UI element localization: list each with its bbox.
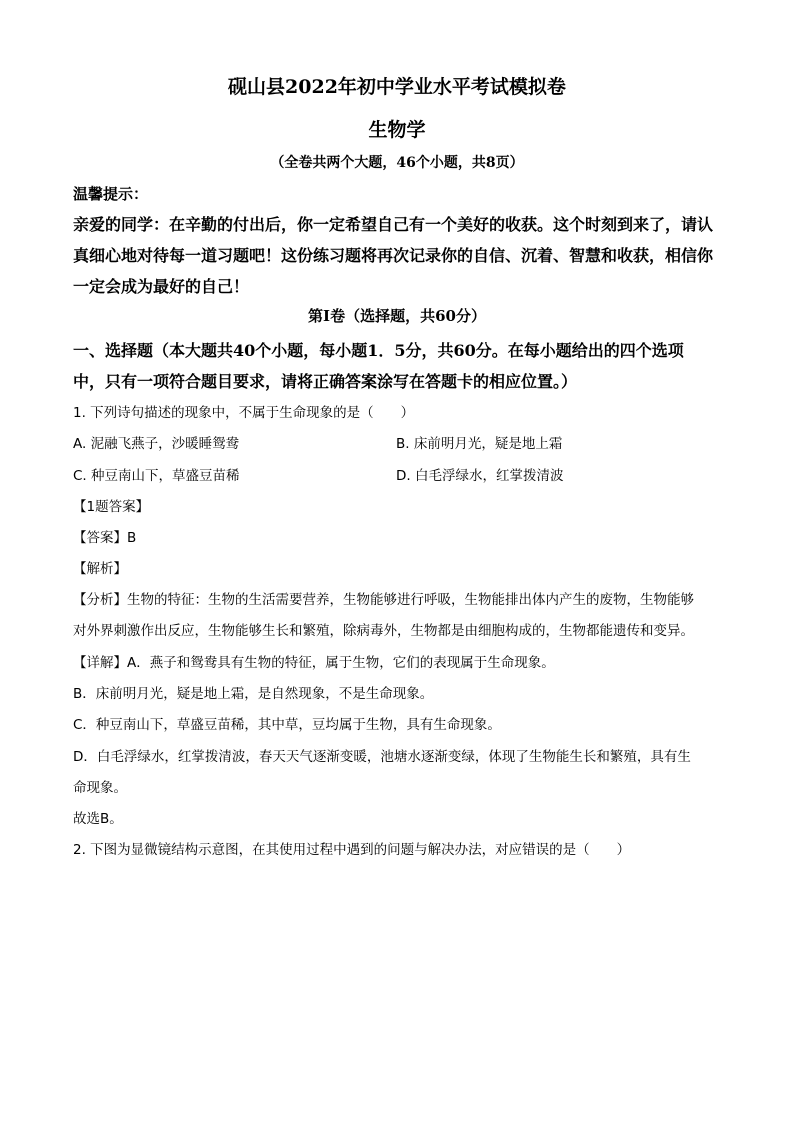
question-1-option-c: C. 种豆南山下，草盛豆苗稀 (73, 468, 240, 484)
question-1-option-a: A. 泥融飞燕子，沙暖睡鸳鸯 (73, 436, 240, 452)
answer-header: 【1题答案】 (73, 499, 150, 515)
analysis-line: 【分析】生物的特征：生物的生活需要营养，生物能够进行呼吸，生物能排出体内产生的废物，生物能够 (73, 592, 694, 608)
subject-title: 生物学 (368, 119, 426, 141)
tip-line: 一定会成为最好的自己！ (73, 277, 250, 296)
tip-line: 亲爱的同学：在辛勤的付出后，你一定希望自己有一个美好的收获。这个时刻到来了，请认 (73, 215, 714, 234)
analysis-line: 【详解】A．燕子和鸳鸯具有生物的特征，属于生物，它们的表现属于生命现象。 (73, 655, 555, 671)
exam-title: 砚山县2022年初中学业水平考试模拟卷 (228, 76, 566, 98)
question-1-stem: 1. 下列诗句描述的现象中，不属于生命现象的是（ ） (73, 405, 415, 421)
analysis-line: C．种豆南山下，草盛豆苗稀，其中草，豆均属于生物，具有生命现象。 (73, 717, 501, 733)
question-1-option-d: D. 白毛浮绿水，红掌拨清波 (396, 468, 564, 484)
question-2-stem: 2. 下图为显微镜结构示意图，在其使用过程中遇到的问题与解决办法，对应错误的是（ ） (73, 842, 631, 858)
section-instruction: 一、选择题（本大题共40个小题，每小题1．5分，共60分。在每小题给出的四个选项 (73, 341, 684, 360)
tip-line: 真细心地对待每一道习题吧！这份练习题将再次记录你的自信、沉着、智慧和收获，相信你 (73, 246, 714, 265)
section-instruction: 中，只有一项符合题目要求，请将正确答案涂写在答题卡的相应位置。） (73, 372, 578, 391)
tip-label: 温馨提示： (73, 185, 149, 203)
analysis-line: 故选B。 (73, 811, 123, 827)
analysis-line: D．白毛浮绿水，红掌拨清波，春天天气逐渐变暖，池塘水逐渐变绿，体现了生物能生长和繁殖，具有生 (73, 749, 691, 765)
analysis-line: 命现象。 (73, 780, 127, 796)
analysis-header: 【解析】 (73, 561, 127, 577)
section-title: 第I卷（选择题，共60分） (308, 307, 486, 325)
analysis-line: 对外界刺激作出反应，生物能够生长和繁殖，除病毒外，生物都是由细胞构成的，生物都能遗传和变异。 (73, 623, 694, 639)
exam-note: （全卷共两个大题，46个小题，共8页） (270, 155, 524, 171)
analysis-line: B．床前明月光，疑是地上霜，是自然现象，不是生命现象。 (73, 686, 434, 702)
question-1-option-b: B. 床前明月光，疑是地上霜 (396, 436, 563, 452)
answer: 【答案】B (73, 530, 137, 546)
